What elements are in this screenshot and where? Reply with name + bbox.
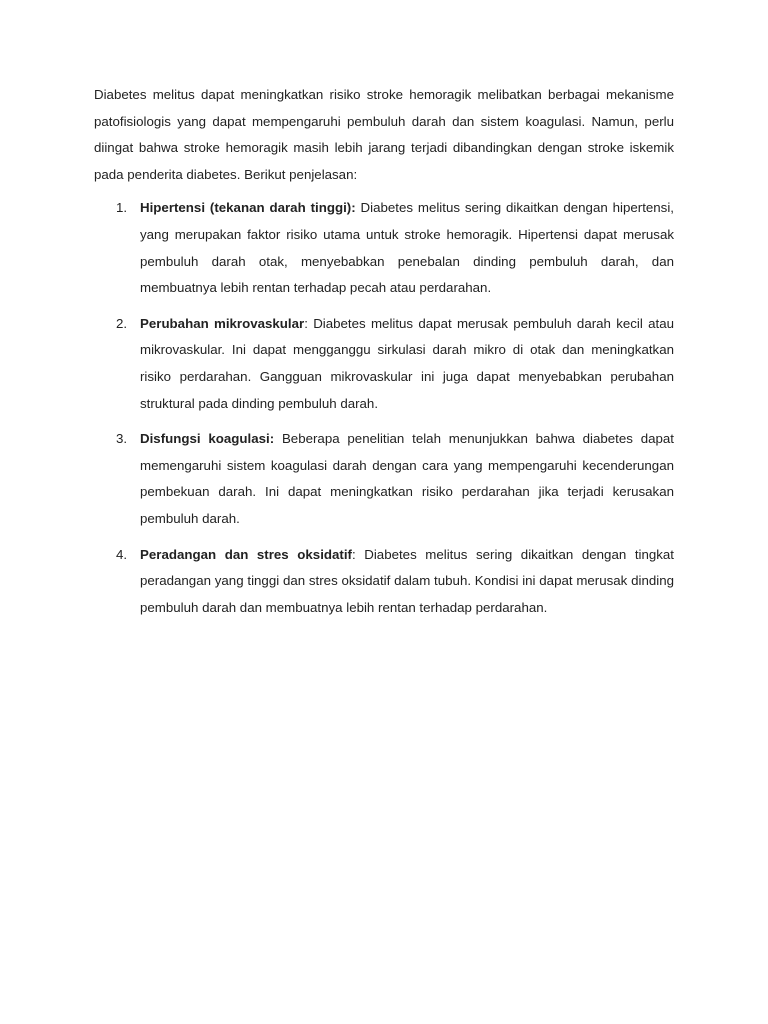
list-item — [94, 311, 674, 417]
list-item-text: : Diabetes melitus sering dikaitkan dengan tingkat peradangan yang tinggi dan stres oksidatif dalam tubuh. Kondisi ini dapat merusak dinding pembuluh darah dan membuatnya lebih rentan terhadap perdarahan. — [140, 546, 674, 615]
list-item-number: 3. — [116, 431, 128, 447]
list-item-text: Diabetes melitus sering dikaitkan dengan hipertensi, yang merupakan faktor risiko utama untuk stroke hemoragik. Hipertensi dapat merusak pembuluh darah otak, menyebabkan penebalan dinding pembuluh darah, dan membuatnya lebih rentan terhadap pecah atau perdarahan. — [140, 200, 674, 296]
list-item — [94, 426, 674, 532]
list-item-term: Hipertensi (tekanan darah tinggi): — [140, 200, 356, 216]
list-item — [94, 195, 674, 301]
list-item-term: Perubahan mikrovaskular — [140, 315, 305, 331]
list-item-number: 2. — [116, 315, 128, 331]
list-item — [94, 542, 674, 622]
intro-paragraph: Diabetes melitus dapat meningkatkan risiko stroke hemoragik melibatkan berbagai mekanisme patofisiologis yang dapat mempengaruhi pembuluh darah dan sistem koagulasi. Namun, perlu diingat bahwa stroke hemoragik masih lebih jarang terjadi dibandingkan dengan stroke iskemik pada penderita diabetes. Berikut penjelasan: — [94, 87, 674, 182]
list-item-number: 1. — [116, 200, 128, 216]
list-item-text: : Diabetes melitus dapat merusak pembuluh darah kecil atau mikrovaskular. Ini dapat mengganggu sirkulasi darah mikro di otak dan meningkatkan risiko perdarahan. Gangguan mikrovaskular ini juga dapat menyebabkan perubahan struktural pada dinding pembuluh darah. — [140, 315, 675, 411]
list-item-term: Disfungsi koagulasi: — [140, 431, 275, 447]
list-item-text: Beberapa penelitian telah menunjukkan bahwa diabetes dapat memengaruhi sistem koagulasi darah dengan cara yang mempengaruhi kecenderungan pembekuan darah. Ini dapat meningkatkan risiko perdarahan jika terjadi kerusakan pembuluh darah. — [140, 431, 674, 526]
document-body — [94, 82, 674, 630]
list-item-term: Peradangan dan stres oksidatif — [140, 546, 352, 562]
list-item-number: 4. — [116, 546, 128, 562]
mechanism-list — [94, 195, 674, 621]
